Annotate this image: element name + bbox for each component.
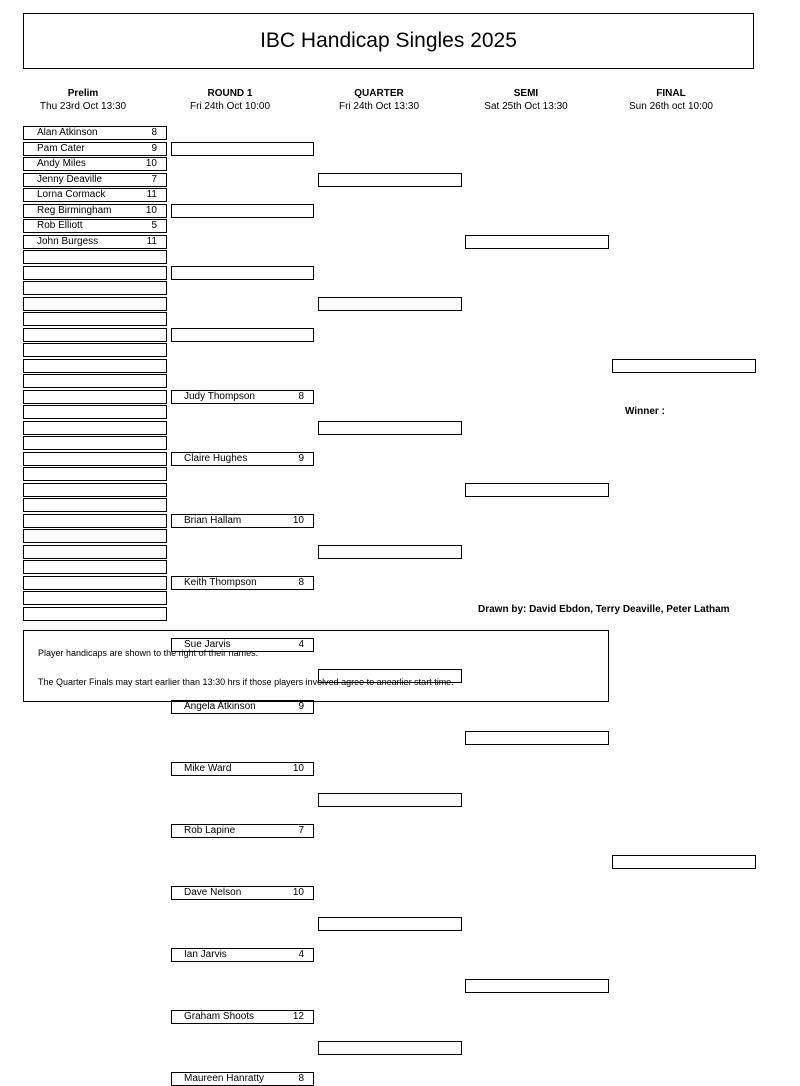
round-date: Sat 25th Oct 13:30 (484, 101, 568, 112)
round1-slot (171, 390, 314, 404)
notes-box (23, 630, 609, 702)
prelim-slot (23, 390, 167, 404)
prelim-slot (23, 576, 167, 590)
note-line: Player handicaps are shown to the right of their names. (38, 648, 259, 658)
player-handicap: 10 (145, 158, 157, 169)
round-name: FINAL (656, 88, 686, 99)
note-line: The Quarter Finals may start earlier than 13:30 hrs if those players involved agree to anearlier start time. (38, 677, 454, 687)
round-header-round1 (170, 87, 290, 113)
player-handicap: 10 (292, 887, 304, 898)
quarter-slot (318, 297, 462, 311)
round1-slot (171, 824, 314, 838)
player-handicap: 10 (145, 205, 157, 216)
prelim-slot (23, 359, 167, 373)
player-name: Pam Cater (37, 143, 85, 154)
player-handicap: 8 (298, 391, 304, 402)
prelim-slot (23, 374, 167, 388)
player-name: John Burgess (37, 236, 99, 247)
quarter-slot (318, 173, 462, 187)
player-handicap: 4 (298, 639, 304, 650)
player-handicap: 7 (151, 174, 157, 185)
player-name: Alan Atkinson (37, 127, 98, 138)
player-handicap: 12 (292, 1011, 304, 1022)
prelim-slot (23, 157, 167, 171)
player-name: Rob Lapine (184, 825, 236, 836)
round-name: ROUND 1 (207, 88, 253, 99)
prelim-slot (23, 281, 167, 295)
prelim-slot (23, 343, 167, 357)
round-header-quarter (319, 87, 439, 113)
final-slot (612, 359, 756, 373)
prelim-slot (23, 498, 167, 512)
round1-slot (171, 1072, 314, 1086)
round-name: SEMI (513, 88, 539, 99)
prelim-slot (23, 188, 167, 202)
player-name: Mike Ward (184, 763, 232, 774)
round-header-semi (466, 87, 586, 113)
player-handicap: 10 (292, 515, 304, 526)
player-handicap: 9 (298, 453, 304, 464)
player-handicap: 11 (146, 189, 157, 200)
player-name: Andy Miles (37, 158, 86, 169)
prelim-slot (23, 421, 167, 435)
round-date: Thu 23rd Oct 13:30 (39, 101, 127, 112)
quarter-slot (318, 545, 462, 559)
round1-slot (171, 328, 314, 342)
player-name: Maureen Hanratty (184, 1073, 265, 1084)
player-name: Graham Shoots (184, 1011, 255, 1022)
quarter-slot (318, 1041, 462, 1055)
player-handicap: 8 (298, 1073, 304, 1084)
player-handicap: 10 (292, 763, 304, 774)
round-name: Prelim (67, 88, 99, 99)
player-handicap: 8 (151, 127, 157, 138)
player-name: Judy Thompson (184, 391, 255, 402)
player-handicap: 9 (298, 701, 304, 712)
prelim-slot (23, 219, 167, 233)
player-name: Claire Hughes (184, 453, 248, 464)
player-name: Reg Birmingham (37, 205, 112, 216)
prelim-slot (23, 405, 167, 419)
round-date: Sun 26th oct 10:00 (629, 101, 713, 112)
drawn-by: Drawn by: David Ebdon, Terry Deaville, Peter Latham (478, 604, 730, 615)
player-name: Jenny Deaville (37, 174, 103, 185)
prelim-slot (23, 235, 167, 249)
prelim-slot (23, 467, 167, 481)
prelim-slot (23, 452, 167, 466)
player-name: Dave Nelson (184, 887, 242, 898)
player-handicap: 11 (146, 236, 157, 247)
semi-slot (465, 731, 609, 745)
round1-slot (171, 886, 314, 900)
round1-slot (171, 142, 314, 156)
quarter-slot (318, 793, 462, 807)
player-handicap: 5 (151, 220, 157, 231)
round1-slot (171, 576, 314, 590)
round1-slot (171, 1010, 314, 1024)
player-handicap: 9 (151, 143, 157, 154)
round-date: Fri 24th Oct 10:00 (189, 101, 271, 112)
prelim-slot (23, 328, 167, 342)
prelim-slot (23, 312, 167, 326)
prelim-slot (23, 483, 167, 497)
semi-slot (465, 235, 609, 249)
prelim-slot (23, 545, 167, 559)
prelim-slot (23, 529, 167, 543)
round1-slot (171, 700, 314, 714)
prelim-slot (23, 250, 167, 264)
page-title: IBC Handicap Singles 2025 (260, 29, 517, 52)
round1-slot (171, 514, 314, 528)
prelim-slot (23, 560, 167, 574)
round-header-prelim (20, 87, 146, 113)
title-box (23, 13, 754, 69)
final-slot (612, 855, 756, 869)
prelim-slot (23, 607, 167, 621)
player-name: Ian Jarvis (184, 949, 227, 960)
semi-slot (465, 979, 609, 993)
prelim-slot (23, 126, 167, 140)
prelim-slot (23, 297, 167, 311)
player-name: Keith Thompson (184, 577, 257, 588)
prelim-slot (23, 591, 167, 605)
player-name: Rob Elliott (37, 220, 83, 231)
round1-slot (171, 762, 314, 776)
player-name: Angela Atkinson (184, 701, 256, 712)
prelim-slot (23, 436, 167, 450)
prelim-slot (23, 173, 167, 187)
round-name: QUARTER (354, 88, 404, 99)
prelim-slot (23, 142, 167, 156)
prelim-slot (23, 266, 167, 280)
winner-label: Winner : (625, 406, 665, 417)
round-header-final (610, 87, 732, 113)
player-handicap: 4 (298, 949, 304, 960)
round1-slot (171, 266, 314, 280)
quarter-slot (318, 421, 462, 435)
player-name: Sue Jarvis (184, 639, 231, 650)
player-handicap: 8 (298, 577, 304, 588)
round1-slot (171, 948, 314, 962)
prelim-slot (23, 514, 167, 528)
player-name: Brian Hallam (184, 515, 242, 526)
player-name: Lorna Cormack (37, 189, 106, 200)
player-handicap: 7 (298, 825, 304, 836)
prelim-slot (23, 204, 167, 218)
round1-slot (171, 204, 314, 218)
round1-slot (171, 452, 314, 466)
semi-slot (465, 483, 609, 497)
round-date: Fri 24th Oct 13:30 (338, 101, 420, 112)
quarter-slot (318, 917, 462, 931)
